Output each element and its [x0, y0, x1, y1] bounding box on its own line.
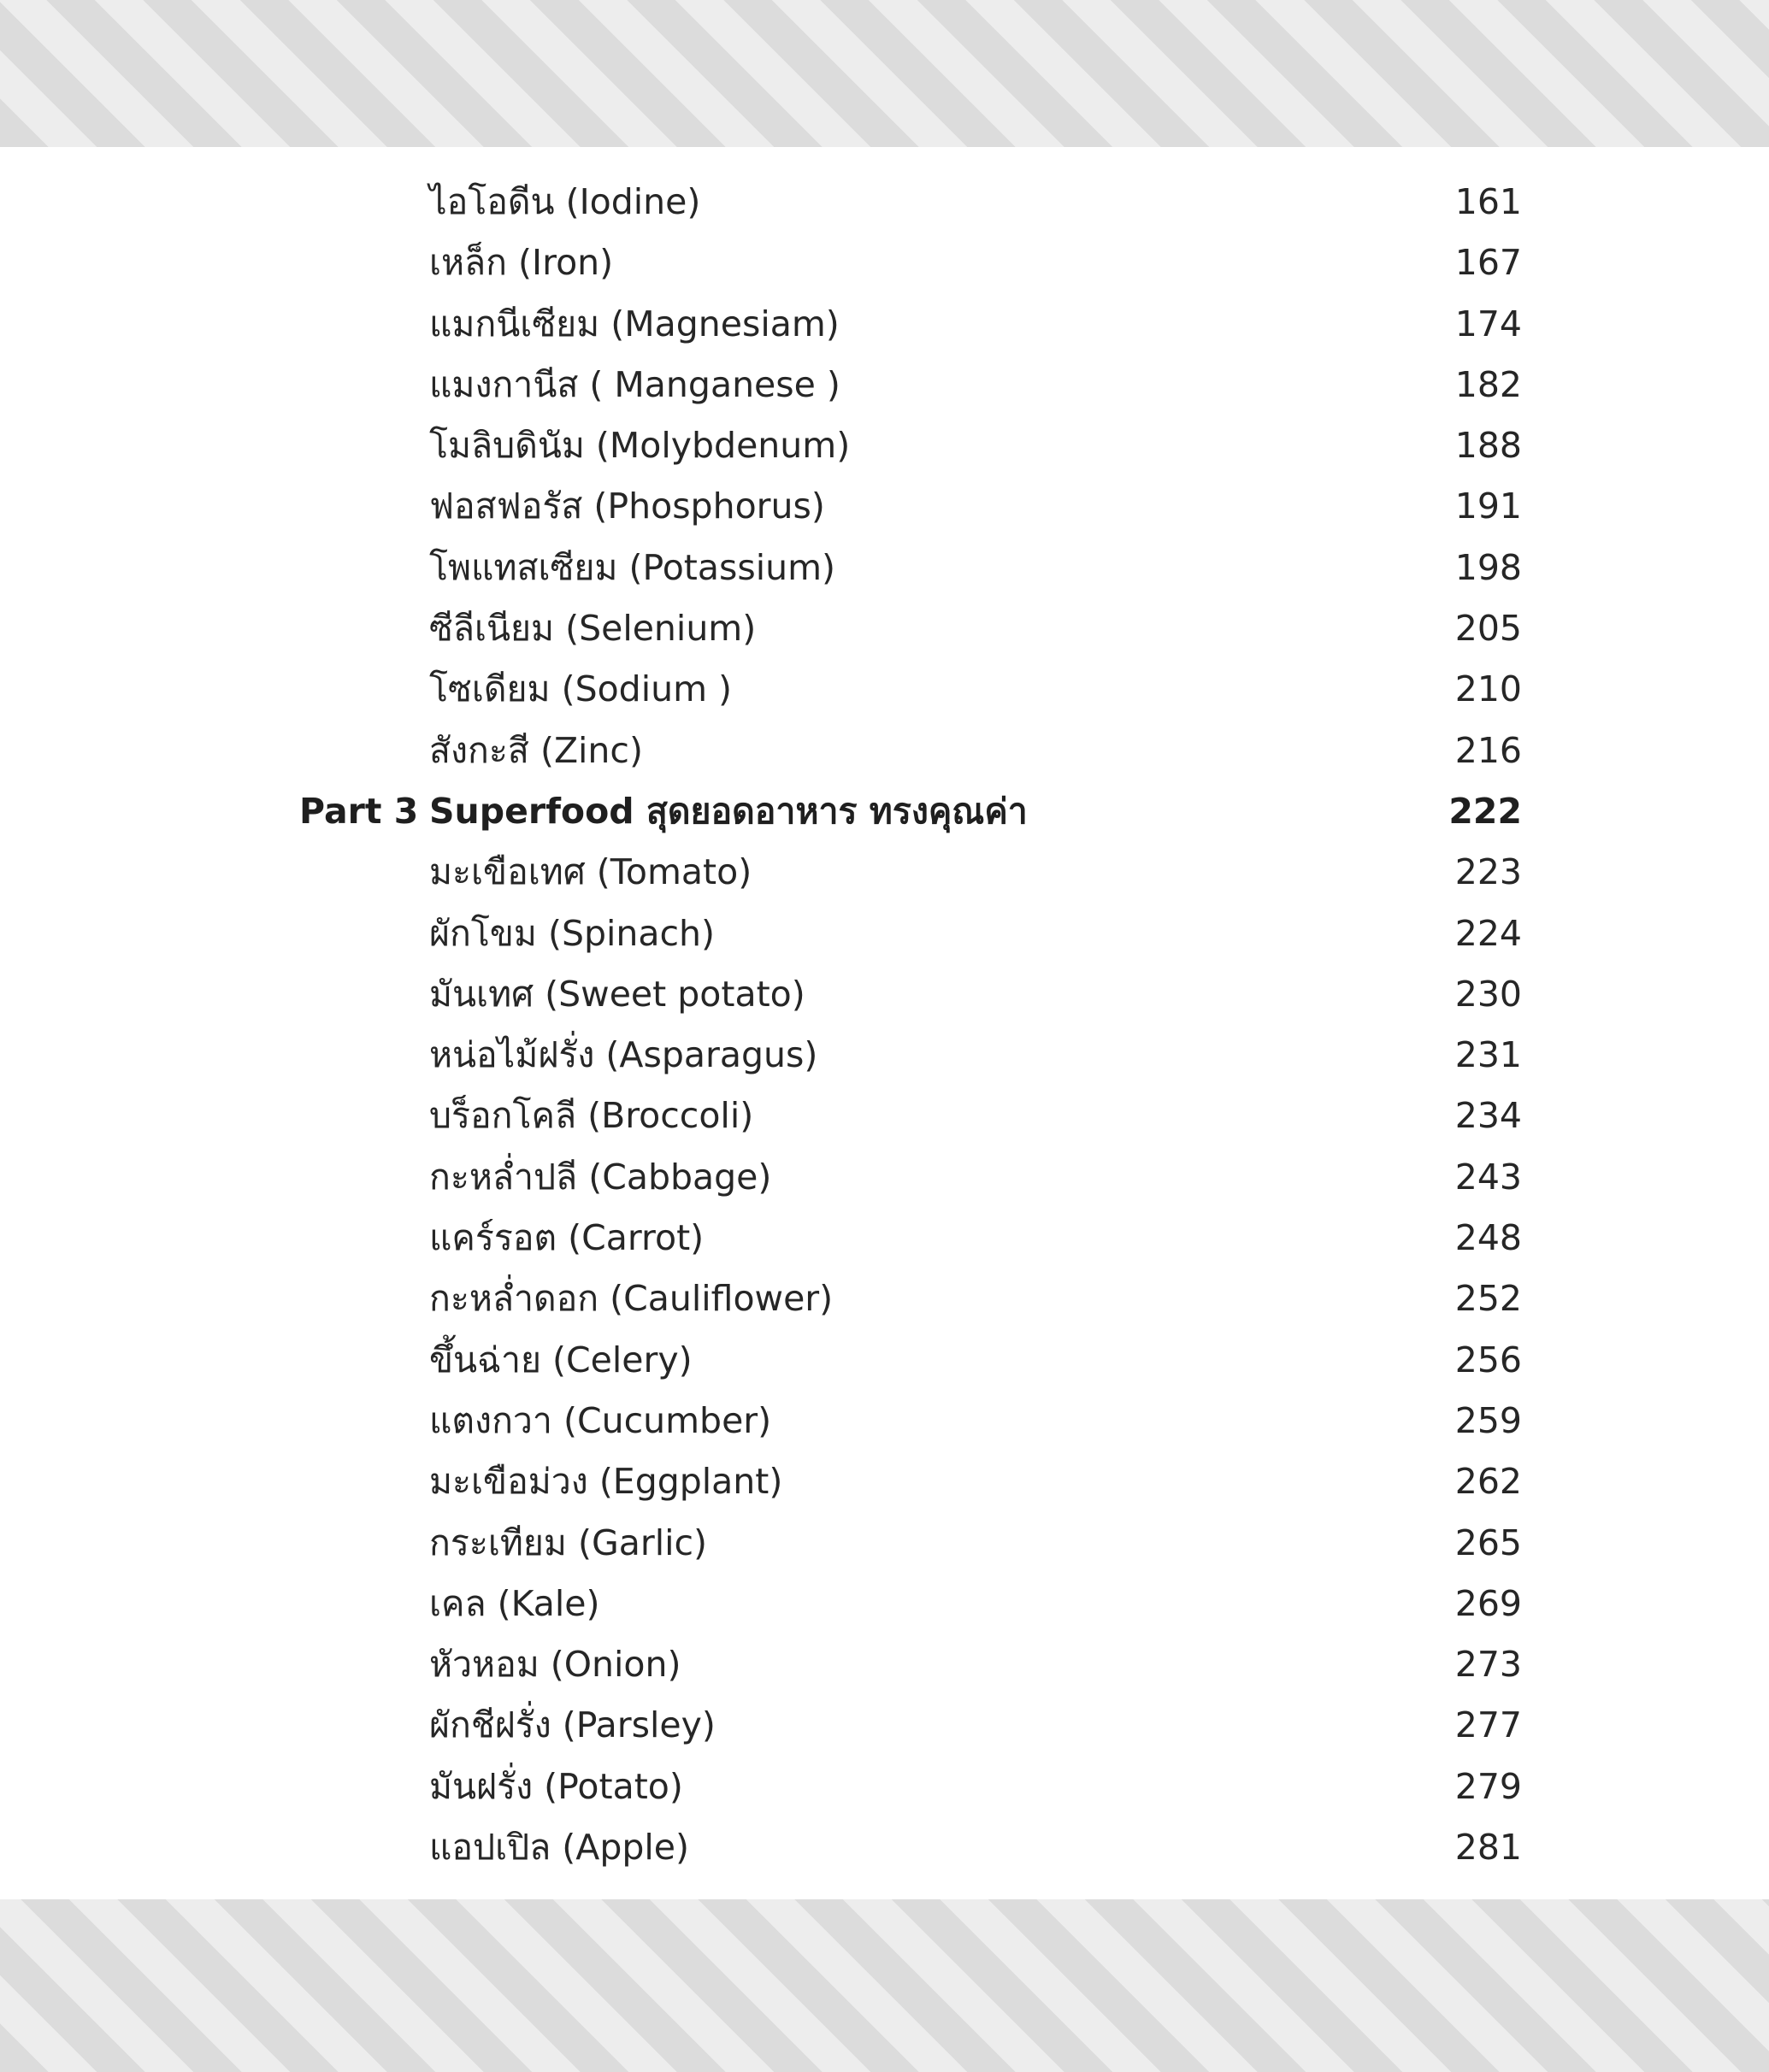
toc-entry [0, 1695, 1769, 1756]
toc-entry-page: 216 [1454, 729, 1522, 771]
toc-entry-title: ผักชีฝรั่ง (Parsley) [429, 1704, 716, 1746]
toc-entry-title: ไอโอดีน (Iodine) [429, 181, 701, 222]
toc-entry [0, 904, 1769, 964]
toc-entry-title: แมงกานีส ( Manganese ) [429, 363, 840, 405]
toc-entry [0, 233, 1769, 293]
toc-entry [0, 1391, 1769, 1451]
toc-entry-page: 252 [1454, 1278, 1522, 1320]
toc-entry [0, 1147, 1769, 1208]
toc-entry-title: มันเทศ (Sweet potato) [429, 973, 805, 1015]
toc-entry-title: เคล (Kale) [429, 1582, 600, 1624]
toc-entry-title: โมลิบดินัม (Molybdenum) [429, 425, 851, 467]
toc-entry [0, 1574, 1769, 1634]
toc-entry [0, 1025, 1769, 1086]
toc-entry-page: 210 [1454, 668, 1522, 710]
toc-entry-page: 191 [1454, 486, 1522, 527]
toc-entry-page: 188 [1454, 425, 1522, 467]
toc-entry-page: 198 [1454, 546, 1522, 588]
toc-entry [0, 1086, 1769, 1146]
toc-entry-title: ผักโขม (Spinach) [429, 912, 716, 954]
toc-entry-page: 265 [1454, 1522, 1522, 1563]
toc-entry [0, 476, 1769, 537]
toc-entry-title: โซเดียม (Sodium ) [429, 668, 733, 710]
toc-entry-title: แมกนีเซียม (Magnesiam) [429, 303, 840, 344]
toc-entry-title: ขึ้นฉ่าย (Celery) [429, 1339, 693, 1380]
toc-entry-title: มะเขือม่วง (Eggplant) [429, 1461, 783, 1503]
toc-entry-title: กะหล่ำดอก (Cauliflower) [429, 1278, 834, 1320]
toc-entry [0, 294, 1769, 355]
toc-part-heading [0, 781, 1769, 842]
toc-entry [0, 842, 1769, 903]
toc-entry [0, 1757, 1769, 1817]
toc-entry [0, 1451, 1769, 1512]
toc-entry-title: หัวหอม (Onion) [429, 1644, 681, 1686]
toc-entry [0, 659, 1769, 720]
toc-entry-page: 167 [1454, 242, 1522, 284]
toc-entry [0, 1269, 1769, 1329]
top-stripe-band [0, 0, 1769, 147]
toc-entry-title: แอปเปิล (Apple) [429, 1827, 689, 1869]
toc-entry [0, 1817, 1769, 1878]
toc-entry-page: 281 [1454, 1827, 1522, 1869]
toc-entry [0, 355, 1769, 415]
part-title: Superfood สุดยอดอาหาร ทรงคุณค่า [429, 790, 1028, 832]
toc-entry [0, 172, 1769, 233]
toc-entry-title: กระเทียม (Garlic) [429, 1522, 708, 1563]
toc-entry-page: 277 [1454, 1704, 1522, 1746]
toc-entry-page: 230 [1454, 973, 1522, 1015]
toc-entry-title: บร็อกโคลี (Broccoli) [429, 1095, 754, 1137]
toc-entry-page: 243 [1454, 1156, 1522, 1198]
toc-entry [0, 1634, 1769, 1695]
toc-entry-title: ซีลีเนียม (Selenium) [429, 608, 757, 650]
bottom-stripe-band [0, 1899, 1769, 2072]
toc-entry-page: 161 [1454, 181, 1522, 222]
toc-entry-title: มันฝรั่ง (Potato) [429, 1765, 683, 1807]
toc-entry [0, 721, 1769, 781]
toc-entry-title: สังกะสี (Zinc) [429, 729, 643, 771]
table-of-contents [0, 172, 1769, 1878]
toc-entry-title: เหล็ก (Iron) [429, 242, 614, 284]
toc-entry [0, 598, 1769, 659]
toc-entry [0, 1330, 1769, 1391]
toc-entry-page: 182 [1454, 363, 1522, 405]
toc-entry-title: แคร์รอต (Carrot) [429, 1217, 705, 1259]
toc-entry-page: 262 [1454, 1461, 1522, 1503]
toc-entry-page: 279 [1454, 1765, 1522, 1807]
part-page: 222 [1448, 790, 1522, 832]
toc-entry-page: 224 [1454, 912, 1522, 954]
toc-entry-title: กะหล่ำปลี (Cabbage) [429, 1156, 772, 1198]
toc-entry-title: โพแทสเซียม (Potassium) [429, 546, 836, 588]
toc-entry-page: 259 [1454, 1399, 1522, 1441]
toc-entry [0, 964, 1769, 1025]
toc-entry-page: 248 [1454, 1217, 1522, 1259]
toc-entry-page: 256 [1454, 1339, 1522, 1380]
toc-entry-page: 234 [1454, 1095, 1522, 1137]
toc-entry [0, 1513, 1769, 1574]
toc-entry [0, 538, 1769, 598]
toc-entry [0, 415, 1769, 476]
toc-entry-title: หน่อไม้ฝรั่ง (Asparagus) [429, 1034, 818, 1076]
toc-entry-page: 223 [1454, 851, 1522, 893]
toc-entry-page: 269 [1454, 1582, 1522, 1624]
toc-entry-page: 174 [1454, 303, 1522, 344]
toc-entry [0, 1208, 1769, 1269]
toc-entry-title: ฟอสฟอรัส (Phosphorus) [429, 486, 825, 527]
toc-entry-page: 273 [1454, 1644, 1522, 1686]
toc-entry-page: 205 [1454, 608, 1522, 650]
toc-entry-page: 231 [1454, 1034, 1522, 1076]
part-label: Part 3 [299, 790, 419, 832]
toc-entry-title: แตงกวา (Cucumber) [429, 1399, 772, 1441]
toc-entry-title: มะเขือเทศ (Tomato) [429, 851, 752, 893]
